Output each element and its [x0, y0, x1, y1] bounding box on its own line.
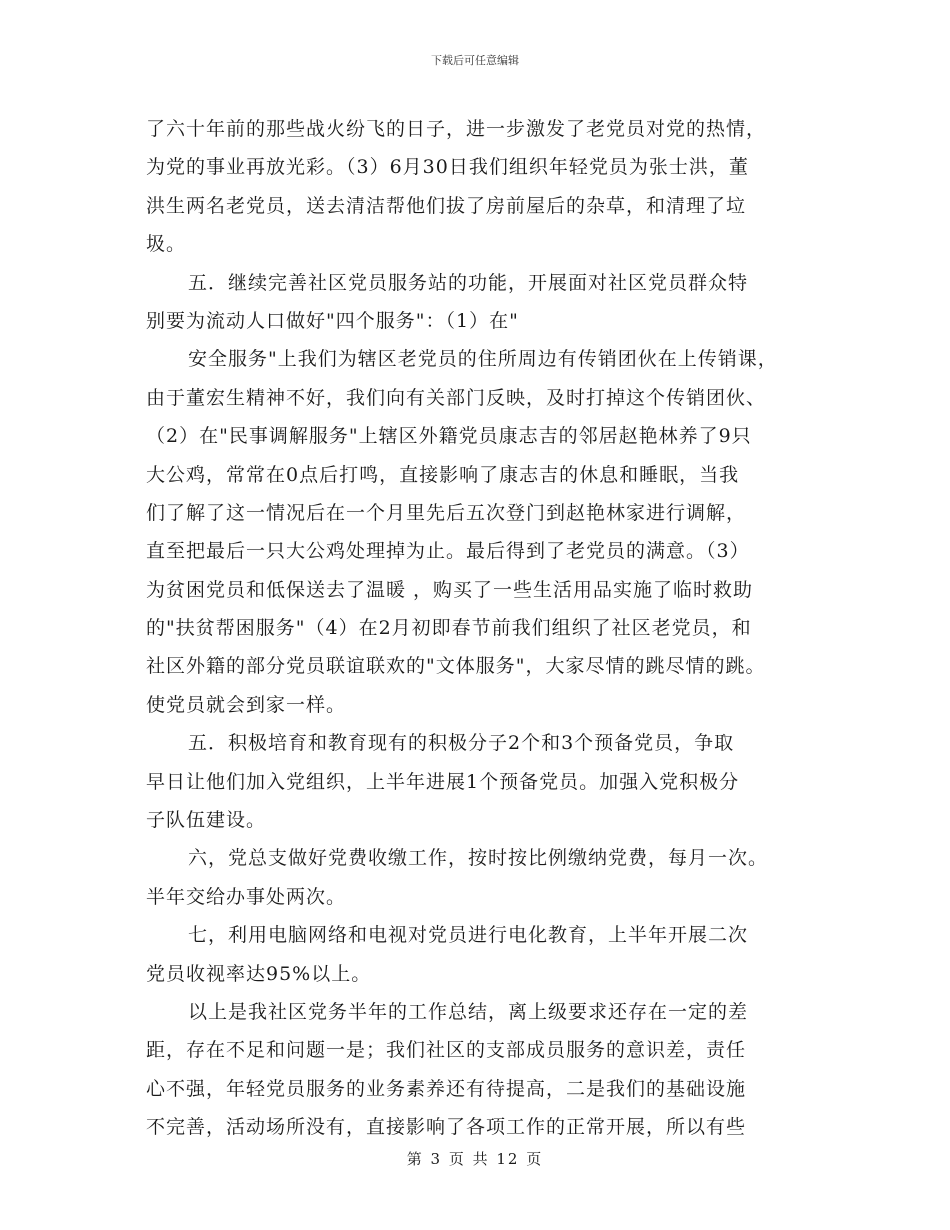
text-line: 洪生两名老党员，送去清洁帮他们拔了房前屋后的杂草，和清理了垃 [146, 194, 747, 217]
text-line: 五．继续完善社区党员服务站的功能，开展面对社区党员群众特 [188, 271, 749, 294]
text-line: 社区外籍的部分党员联谊联欢的"文体服务"，大家尽情的跳尽情的跳。 [146, 655, 766, 678]
text-line: 别要为流动人口做好"四个服务"：（1）在" [146, 309, 519, 332]
text-line: 七，利用电脑网络和电视对党员进行电化教育，上半年开展二次 [188, 924, 749, 947]
text-line: 党员收视率达95%以上。 [146, 962, 372, 985]
document-body [146, 110, 826, 1147]
text-line: 使党员就会到家一样。 [146, 693, 347, 716]
text-line: 半年交给办事处两次。 [146, 885, 347, 908]
text-line: 早日让他们加入党组织，上半年进展1个预备党员。加强入党积极分 [146, 770, 740, 793]
text-line: 为贫困党员和低保送去了温暖 ，购买了一些生活用品实施了临时救助 [146, 578, 754, 601]
page-header-note: 下载后可任意编辑 [431, 54, 519, 67]
text-line: 由于董宏生精神不好，我们向有关部门反映，及时打掉这个传销团伙、 [146, 386, 767, 409]
text-line: 心不强，年轻党员服务的业务素养还有待提高，二是我们的基础设施 [146, 1077, 747, 1100]
text-line: 五．积极培育和教育现有的积极分子2个和3个预备党员，争取 [188, 732, 735, 755]
text-line: 不完善，活动场所没有，直接影响了各项工作的正常开展，所以有些 [146, 1116, 747, 1139]
text-line: 以上是我社区党务半年的工作总结，离上级要求还存在一定的差 [188, 1000, 749, 1023]
text-line: 圾。 [146, 233, 187, 256]
text-line: 六，党总支做好党费收缴工作，按时按比例缴纳党费，每月一次。 [188, 847, 769, 870]
text-line: 安全服务"上我们为辖区老党员的住所周边有传销团伙在上传销课， [188, 348, 778, 371]
text-line: 为党的事业再放光彩。（3）6月30日我们组织年轻党员为张士洪，董 [146, 156, 749, 179]
text-line: 了六十年前的那些战火纷飞的日子，进一步激发了老党员对党的热情， [146, 118, 767, 140]
text-line: 大公鸡，常常在0点后打鸣，直接影响了康志吉的休息和睡眠，当我 [146, 463, 740, 486]
page-number-footer: 第 3 页 共 12 页 [406, 1150, 544, 1168]
text-line: 直至把最后一只大公鸡处理掉为止。最后得到了老党员的满意。（3） [146, 540, 750, 563]
text-line: （2）在"民事调解服务"上辖区外籍党员康志吉的邻居赵艳林养了9只 [146, 425, 752, 448]
text-line: 的"扶贫帮困服务"（4）在2月初即春节前我们组织了社区老党员，和 [146, 617, 752, 640]
text-line: 子队伍建设。 [146, 809, 267, 832]
text-line: 们了解了这一情况后在一个月里先后五次登门到赵艳林家进行调解， [146, 501, 747, 524]
text-line: 距，存在不足和问题一是；我们社区的支部成员服务的意识差，责任 [146, 1039, 747, 1062]
